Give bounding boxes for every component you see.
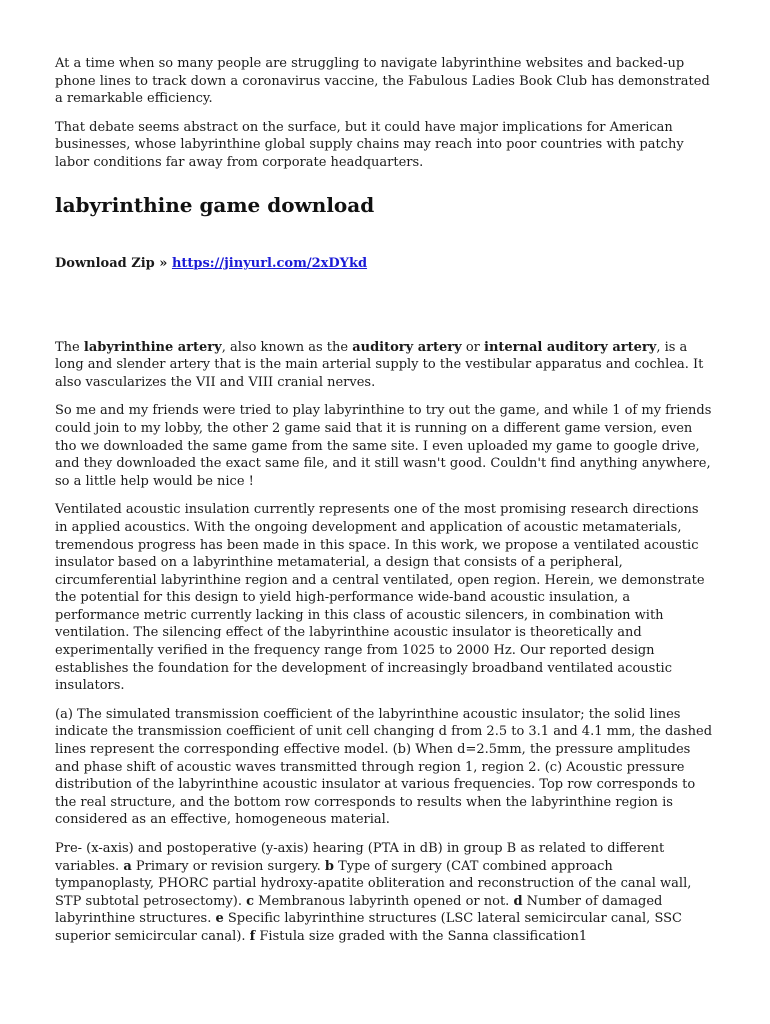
artery-text-pre: The bbox=[55, 339, 84, 355]
hearing-label-b: b bbox=[324, 858, 334, 874]
page-heading: labyrinthine game download bbox=[55, 192, 375, 217]
intro-paragraph-2: That debate seems abstract on the surface, but it could have major implications for American businesses, whose labyrinthine global supply chains may reach into poor countries with patchy labor conditions far away from corporate headquarters. bbox=[55, 119, 684, 170]
hearing-label-a: a bbox=[123, 858, 132, 874]
hearing-text-c: Membranous labyrinth opened or not. bbox=[254, 893, 514, 909]
artery-term-labyrinthine: labyrinthine artery bbox=[83, 339, 222, 355]
hearing-label-e: e bbox=[215, 911, 224, 927]
hearing-paragraph bbox=[55, 840, 715, 946]
download-line bbox=[55, 255, 715, 273]
hearing-label-c: c bbox=[246, 893, 255, 909]
document-page bbox=[55, 55, 715, 946]
game-paragraph: So me and my friends were tried to play labyrinthine to try out the game, and while 1 of my friends could join to my lobby, the other 2 game said that it is running on a different game version, even tho we downloaded the same game from the same site. I even uploaded my game to google drive, and they downloaded the exact same file, and it still wasn't good. Couldn't find anything anywhere, so a little help would be nice ! bbox=[55, 403, 712, 489]
artery-paragraph bbox=[55, 339, 715, 392]
hearing-label-f: f bbox=[249, 928, 256, 944]
artery-term-auditory: auditory artery bbox=[352, 339, 462, 355]
intro-paragraph-1: At a time when so many people are struggling to navigate labyrinthine websites and backed-up phone lines to track down a coronavirus vaccine, the Fabulous Ladies Book Club has demonstrated a remarkable efficiency. bbox=[55, 56, 710, 107]
artery-text-2: or bbox=[461, 339, 484, 355]
artery-term-internal-auditory: internal auditory artery bbox=[484, 339, 657, 355]
hearing-text-a: Primary or revision surgery. bbox=[131, 858, 325, 874]
download-link[interactable]: https://jinyurl.com/2xDYkd bbox=[171, 255, 368, 271]
download-label: Download Zip » bbox=[55, 255, 168, 271]
hearing-label-d: d bbox=[513, 893, 523, 909]
artery-text-3: , is a long and slender artery that is the main arterial supply to the vestibular apparatus and cochlea. It also vascularizes the VII and VIII cranial nerves. bbox=[55, 339, 704, 390]
acoustic-paragraph: Ventilated acoustic insulation currently represents one of the most promising research directions in applied acoustics. With the ongoing development and application of acoustic metamaterials, tremendous progress has been made in this space. In this work, we propose a ventilated acoustic insulator based on a labyrinthine metamaterial, a design that consists of a peripheral, circumferential labyrinthine region and a central ventilated, open region. Herein, we demonstrate the potential for this design to yield high-performance wide-band acoustic insulation, a performance metric currently lacking in this class of acoustic silencers, in combination with ventilation. The silencing effect of the labyrinthine acoustic insulator is theoretically and experimentally verified in the frequency range from 1025 to 2000 Hz. Our reported design establishes the foundation for the development of increasingly broadband ventilated acoustic insulators. bbox=[55, 502, 705, 694]
hearing-text-f: Fistula size graded with the Sanna classification1 bbox=[255, 928, 588, 944]
hearing-text-0: Pre- (x-axis) and postoperative (y-axis) hearing (PTA in dB) in group B as related to different variables. bbox=[55, 841, 665, 874]
figure-caption-paragraph: (a) The simulated transmission coefficient of the labyrinthine acoustic insulator; the solid lines indicate the transmission coefficient of unit cell changing d from 2.5 to 3.1 and 4.1 mm, the dashed lines represent the corresponding effective model. (b) When d=2.5mm, the pressure amplitudes and phase shift of acoustic waves transmitted through region 1, region 2. (c) Acoustic pressure distribution of the labyrinthine acoustic insulator at various frequencies. Top row corresponds to the real structure, and the bottom row corresponds to results when the labyrinthine region is considered as an effective, homogeneous material. bbox=[55, 706, 713, 828]
hearing-text-e: Specific labyrinthine structures (LSC lateral semicircular canal, SSC superior semicircular canal). bbox=[55, 911, 682, 944]
hearing-text-d: Number of damaged labyrinthine structures. bbox=[55, 893, 663, 927]
hearing-text-b: Type of surgery (CAT combined approach tympanoplasty, PHORC partial hydroxy-apatite obliteration and reconstruction of the canal wall, STP subtotal petrosectomy). bbox=[55, 858, 692, 909]
artery-text-1: , also known as the bbox=[221, 339, 353, 355]
